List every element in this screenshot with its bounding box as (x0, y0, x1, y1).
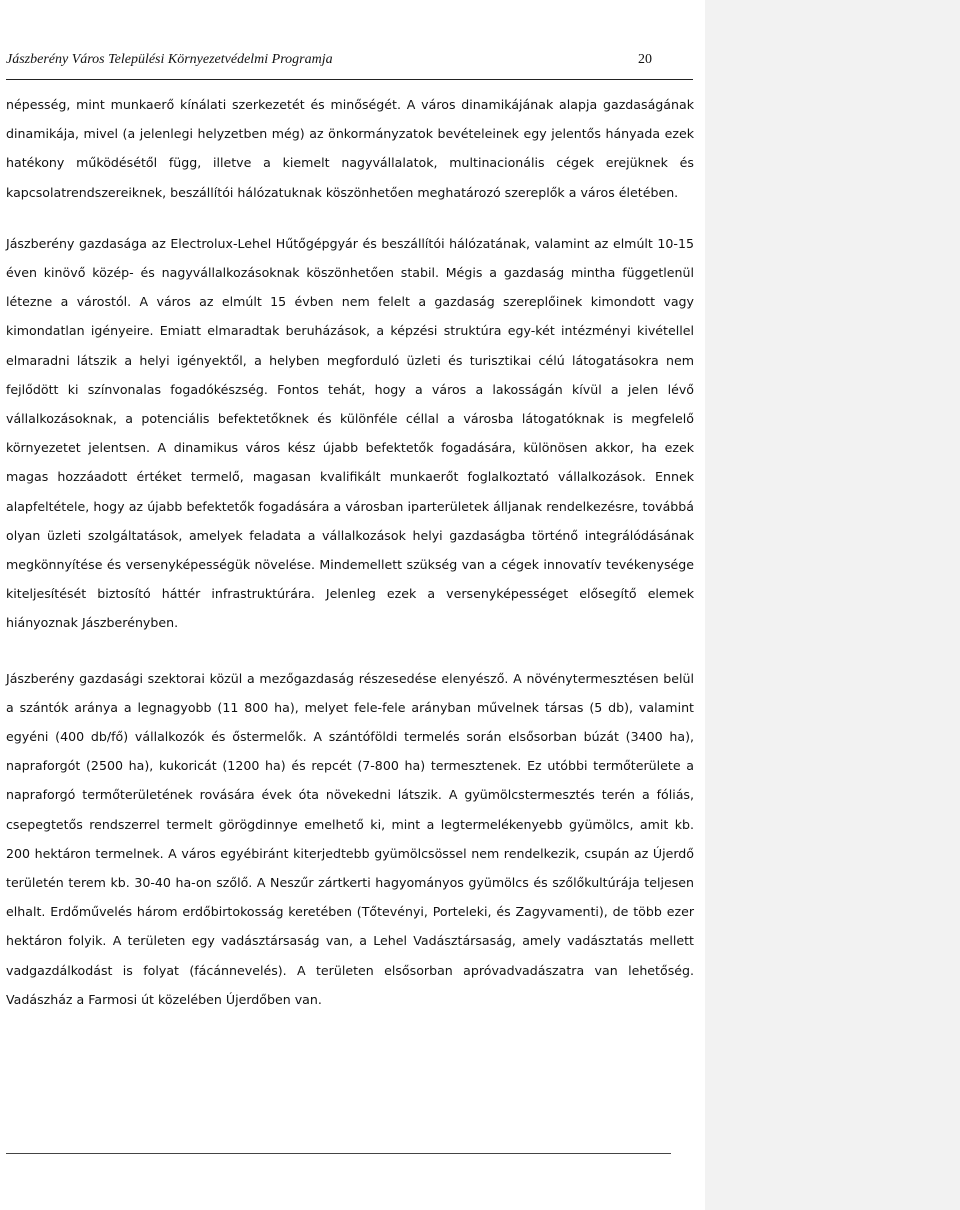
comment-margin-pane (705, 0, 960, 1210)
header-divider (6, 79, 693, 80)
paragraph-economy-dynamics: népesség, mint munkaerő kínálati szerkezetét és minőségét. A város dinamikájának alapja gazdaságának dinamikája, mivel (a jelenlegi helyzetben még) az önkormányzatok bevételeinek egy jelentős hányada ezek hatékony működésétől függ, illetve a kiemelt nagyvállalatok, multinacionális cégek erejüknek és kapcsolatrendszereiknek, beszállítói hálózatuknak köszönhetően meghatározó szereplők a város életében. (6, 97, 694, 200)
footnote-divider (6, 1153, 671, 1154)
paragraph-agriculture: Jászberény gazdasági szektorai közül a mezőgazdaság részesedése elenyésző. A növénytermesztésen belül a szántók aránya a legnagyobb (11 800 ha), melyet fele-fele arányban művelnek társas (5 db), valamint egyéni (400 db/fő) vállalkozók és őstermelők. A szántóföldi termelés során elsősorban búzát (3400 ha), napraforgót (2500 ha), kukoricát (1200 ha) és repcét (7-800 ha) termesztenek. Ez utóbbi termőterülete a napraforgó termőterületének rovására évek óta növekedni látszik. A gyümölcstermesztés terén a fóliás, csepegtetős rendszerrel termelt görögdinnye emelhető ki, mint a legtermelékenyebb gyümölcs, amit kb. 200 hektáron termelnek. A város egyébiránt kiterjedtebb gyümölcsössel nem rendelkezik, csupán az Újerdő területén terem kb. 30-40 ha-on szőlő. A Neszűr zártkerti hagyományos gyümölcs és szőlőkultúrája teljesen elhalt. Erdőművelés három erdőbirtokosság keretében (Tőtevényi, Porteleki, és Zagyvamenti), de több ezer hektáron folyik. A területen egy vadásztársaság van, a Lehel Vadásztársaság, amely vadásztatás mellett vadgazdálkodást is folyat (fácánnevelés). A területen elsősorban apróvadvadászatra van lehetőség. Vadászház a Farmosi út közelében Újerdőben van. (6, 670, 694, 1007)
body-text (6, 90, 694, 1014)
header-title: Jászberény Város Települési Környezetvédelmi Programja (6, 52, 333, 67)
paragraph-jaszbereny-economy: Jászberény gazdasága az Electrolux-Lehel Hűtőgépgyár és beszállítói hálózatának, valamint az elmúlt 10-15 éven kinövő közép- és nagyvállalkozásoknak köszönhetően stabil. Mégis a gazdaság mintha függetlenül létezne a várostól. A város az elmúlt 15 évben nem felelt a gazdaság szereplőinek kimondott vagy kimondatlan igényeire. Emiatt elmaradtak beruházások, a képzési struktúra egy-két intézményi kivétellel elmaradni látszik a helyi igényektől, a helyben megforduló üzleti és turisztikai célú látogatásokra nem fejlődött ki színvonalas fogadókészség. Fontos tehát, hogy a város a lakosságán kívül a jelen lévő vállalkozásoknak, a potenciális befektetőknek és különféle céllal a városba látogatóknak is megfelelő környezetet jelentsen. A dinamikus város kész újabb befektetők fogadására, különösen akkor, ha ezek magas hozzáadott értéket termelő, magasan kvalifikált munkaerőt foglalkoztató vállalkozások. Ennek alapfeltétele, hogy az újabb befektetők fogadására a városban iparterületek álljanak rendelkezésre, továbbá olyan üzleti szolgáltatások, amelyek feladata a vállalkozások helyi gazdaságba történő integrálódásának megkönnyítése és versenyképességük növelése. Mindemellett szükség van a cégek innovatív tevékenysége kiteljesítését biztosító háttér infrastruktúrára. Jelenleg ezek a versenyképességet elősegítő elemek hiányoznak Jászberényben. (6, 235, 694, 631)
page-number: 20 (638, 52, 652, 67)
